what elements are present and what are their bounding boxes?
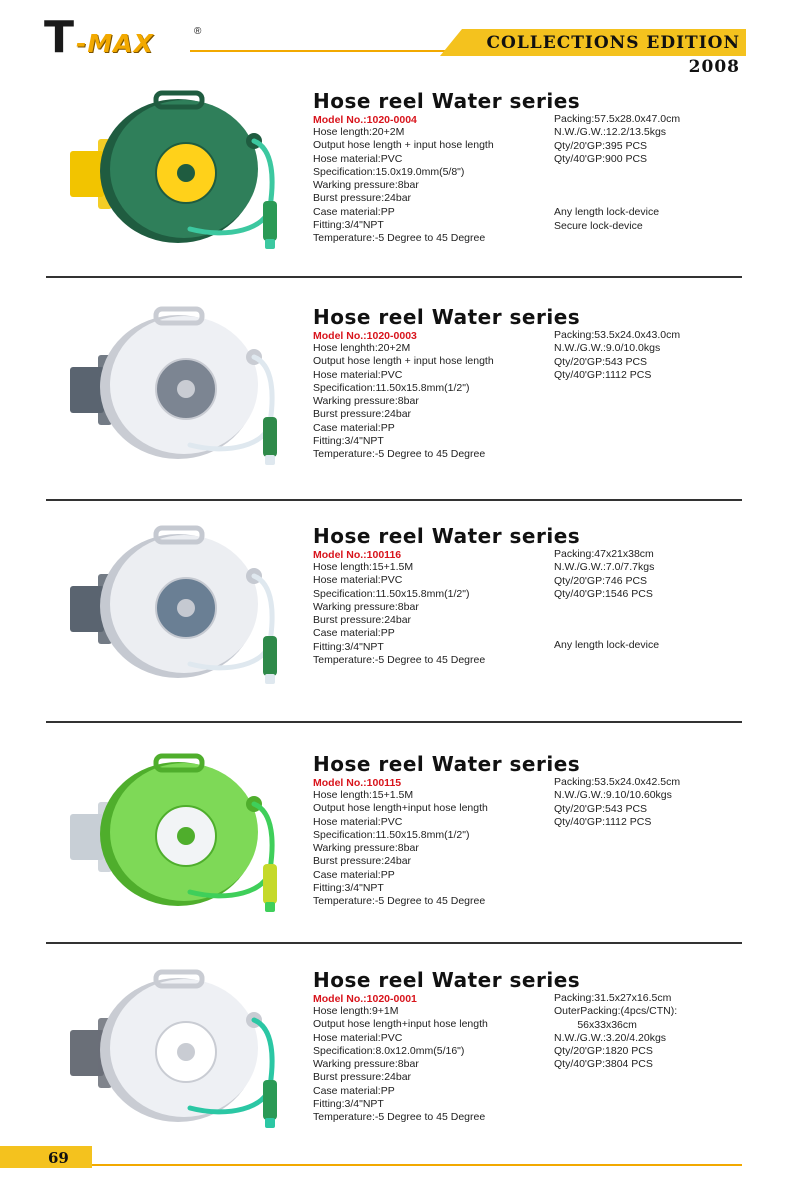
packing-item: Packing:47x21x38cm <box>554 548 654 560</box>
packing-item: Packing:57.5x28.0x47.0cm <box>554 113 681 125</box>
product-section <box>0 752 794 932</box>
spec-item: Burst pressure:24bar <box>313 855 412 868</box>
product-title: Hose reel Water series <box>313 752 581 776</box>
feature-item: Secure lock-device <box>554 220 643 232</box>
spec-item: Hose length:15+1.5M <box>313 789 414 801</box>
packing-item: N.W./G.W.:3.20/4.20kgs <box>554 1031 667 1044</box>
hub-center <box>177 380 195 398</box>
spec-item: Case material:PP <box>313 421 395 434</box>
hose-reel-image <box>60 89 305 259</box>
footer-rule <box>92 1164 742 1166</box>
spec-item: Fitting:3/4"NPT <box>313 882 384 895</box>
feature-item: Any length lock-device <box>554 639 660 651</box>
hose-reel-image <box>60 752 305 922</box>
packing-item: N.W./G.W.:9.0/10.0kgs <box>554 342 661 355</box>
logo-max: -MAX <box>76 29 154 58</box>
nozzle-tip <box>265 1118 275 1128</box>
spec-item: Fitting:3/4"NPT <box>313 1098 384 1111</box>
registered-mark: ® <box>194 26 202 37</box>
section-divider <box>46 721 742 723</box>
spec-item: Fitting:3/4"NPT <box>313 640 384 653</box>
spec-item: Warking pressure:8bar <box>313 179 419 192</box>
spec-list <box>313 1005 488 1125</box>
packing-item: OuterPacking:(4pcs/CTN): <box>554 1005 678 1018</box>
spec-item: Temperature:-5 Degree to 45 Degree <box>313 654 486 667</box>
spec-item: Output hose length+input hose length <box>313 1018 488 1031</box>
spec-list <box>313 342 494 462</box>
spec-item: Specification:15.0x19.0mm(5/8") <box>313 165 465 178</box>
product-title: Hose reel Water series <box>313 968 581 992</box>
spec-item: Output hose length+input hose length <box>313 802 488 815</box>
hose-nozzle <box>263 864 277 904</box>
spec-item: Warking pressure:8bar <box>313 842 419 855</box>
hose-reel-image <box>60 305 305 475</box>
section-divider <box>46 942 742 944</box>
spec-item: Specification:11.50x15.8mm(1/2") <box>313 587 470 600</box>
spec-item: Specification:11.50x15.8mm(1/2") <box>313 828 470 841</box>
hub-center <box>177 827 195 845</box>
hose-nozzle <box>263 636 277 676</box>
packing-list <box>554 113 680 166</box>
packing-list <box>554 992 677 1072</box>
spec-list <box>313 126 494 246</box>
product-section <box>0 89 794 269</box>
product-title: Hose reel Water series <box>313 89 581 113</box>
catalog-title: COLLECTIONS EDITION 2008 <box>486 33 740 77</box>
packing-item: 56x33x36cm <box>554 1018 637 1031</box>
spec-item: Fitting:3/4"NPT <box>313 435 384 448</box>
feature-item: Any length lock-device <box>554 206 660 218</box>
spec-item: Case material:PP <box>313 1084 395 1097</box>
packing-item: Qty/40'GP:900 PCS <box>554 152 648 165</box>
feature-notes <box>554 205 659 233</box>
spec-item: Warking pressure:8bar <box>313 395 419 408</box>
product-section <box>0 968 794 1148</box>
nozzle-tip <box>265 674 275 684</box>
packing-item: Packing:53.5x24.0x42.5cm <box>554 776 681 788</box>
nozzle-tip <box>265 902 275 912</box>
spec-item: Hose material:PVC <box>313 1031 403 1044</box>
spec-item: Output hose length + input hose length <box>313 355 494 368</box>
spec-item: Hose material:PVC <box>313 368 403 381</box>
packing-item: N.W./G.W.:7.0/7.7kgs <box>554 561 655 574</box>
spec-item: Burst pressure:24bar <box>313 1071 412 1084</box>
section-divider <box>46 276 742 278</box>
spec-item: Hose length:20+2M <box>313 126 405 138</box>
spec-item: Temperature:-5 Degree to 45 Degree <box>313 1111 486 1124</box>
spec-list <box>313 561 485 667</box>
packing-item: Packing:31.5x27x16.5cm <box>554 992 672 1004</box>
product-title: Hose reel Water series <box>313 524 581 548</box>
page-number: 69 <box>48 1149 69 1167</box>
logo-t: T <box>44 12 73 63</box>
hose-nozzle <box>263 1080 277 1120</box>
hub-center <box>177 164 195 182</box>
spec-item: Temperature:-5 Degree to 45 Degree <box>313 448 486 461</box>
spec-item: Output hose length + input hose length <box>313 139 494 152</box>
spec-item: Hose lenghth:20+2M <box>313 342 411 354</box>
spec-item: Temperature:-5 Degree to 45 Degree <box>313 895 486 908</box>
hose-reel-image <box>60 968 305 1138</box>
spec-list <box>313 789 488 909</box>
nozzle-tip <box>265 239 275 249</box>
model-number: Model No.:1020-0004 <box>313 114 417 126</box>
page-number-box <box>0 1146 92 1168</box>
spec-item: Hose length:15+1.5M <box>313 561 414 573</box>
spec-item: Warking pressure:8bar <box>313 1058 419 1071</box>
spec-item: Case material:PP <box>313 205 395 218</box>
spec-item: Case material:PP <box>313 868 395 881</box>
feature-notes <box>554 638 659 652</box>
packing-item: Qty/20'GP:543 PCS <box>554 355 648 368</box>
packing-list <box>554 329 680 382</box>
packing-list <box>554 776 680 829</box>
packing-item: Qty/40'GP:1112 PCS <box>554 815 652 828</box>
brand-logo <box>44 12 202 63</box>
nozzle-tip <box>265 455 275 465</box>
packing-item: Qty/20'GP:746 PCS <box>554 574 648 587</box>
product-section <box>0 305 794 485</box>
packing-item: Qty/40'GP:3804 PCS <box>554 1058 653 1071</box>
section-divider <box>46 499 742 501</box>
spec-item: Case material:PP <box>313 627 395 640</box>
packing-item: Qty/20'GP:543 PCS <box>554 802 648 815</box>
spec-item: Fitting:3/4"NPT <box>313 219 384 232</box>
hose-nozzle <box>263 417 277 457</box>
spec-item: Hose material:PVC <box>313 574 403 587</box>
hose-reel-image <box>60 524 305 694</box>
spec-item: Burst pressure:24bar <box>313 408 412 421</box>
spec-item: Warking pressure:8bar <box>313 600 419 613</box>
spec-item: Temperature:-5 Degree to 45 Degree <box>313 232 486 245</box>
hub-center <box>177 1043 195 1061</box>
spec-item: Hose material:PVC <box>313 815 403 828</box>
packing-item: N.W./G.W.:9.10/10.60kgs <box>554 789 672 802</box>
hose-nozzle <box>263 201 277 241</box>
model-number: Model No.:1020-0001 <box>313 993 417 1005</box>
packing-item: Qty/40'GP:1112 PCS <box>554 368 652 381</box>
model-number: Model No.:100115 <box>313 777 402 789</box>
spec-item: Specification:11.50x15.8mm(1/2") <box>313 381 470 394</box>
packing-item: Qty/20'GP:1820 PCS <box>554 1045 653 1058</box>
product-section <box>0 524 794 704</box>
product-title: Hose reel Water series <box>313 305 581 329</box>
spec-item: Burst pressure:24bar <box>313 192 412 205</box>
packing-item: Qty/40'GP:1546 PCS <box>554 587 653 600</box>
packing-item: N.W./G.W.:12.2/13.5kgs <box>554 126 667 139</box>
hub-center <box>177 599 195 617</box>
packing-item: Packing:53.5x24.0x43.0cm <box>554 329 681 341</box>
spec-item: Hose length:9+1M <box>313 1005 399 1017</box>
spec-item: Hose material:PVC <box>313 152 403 165</box>
packing-list <box>554 548 654 601</box>
model-number: Model No.:100116 <box>313 549 402 561</box>
spec-item: Specification:8.0x12.0mm(5/16") <box>313 1044 465 1057</box>
model-number: Model No.:1020-0003 <box>313 330 417 342</box>
spec-item: Burst pressure:24bar <box>313 614 412 627</box>
packing-item: Qty/20'GP:395 PCS <box>554 139 648 152</box>
